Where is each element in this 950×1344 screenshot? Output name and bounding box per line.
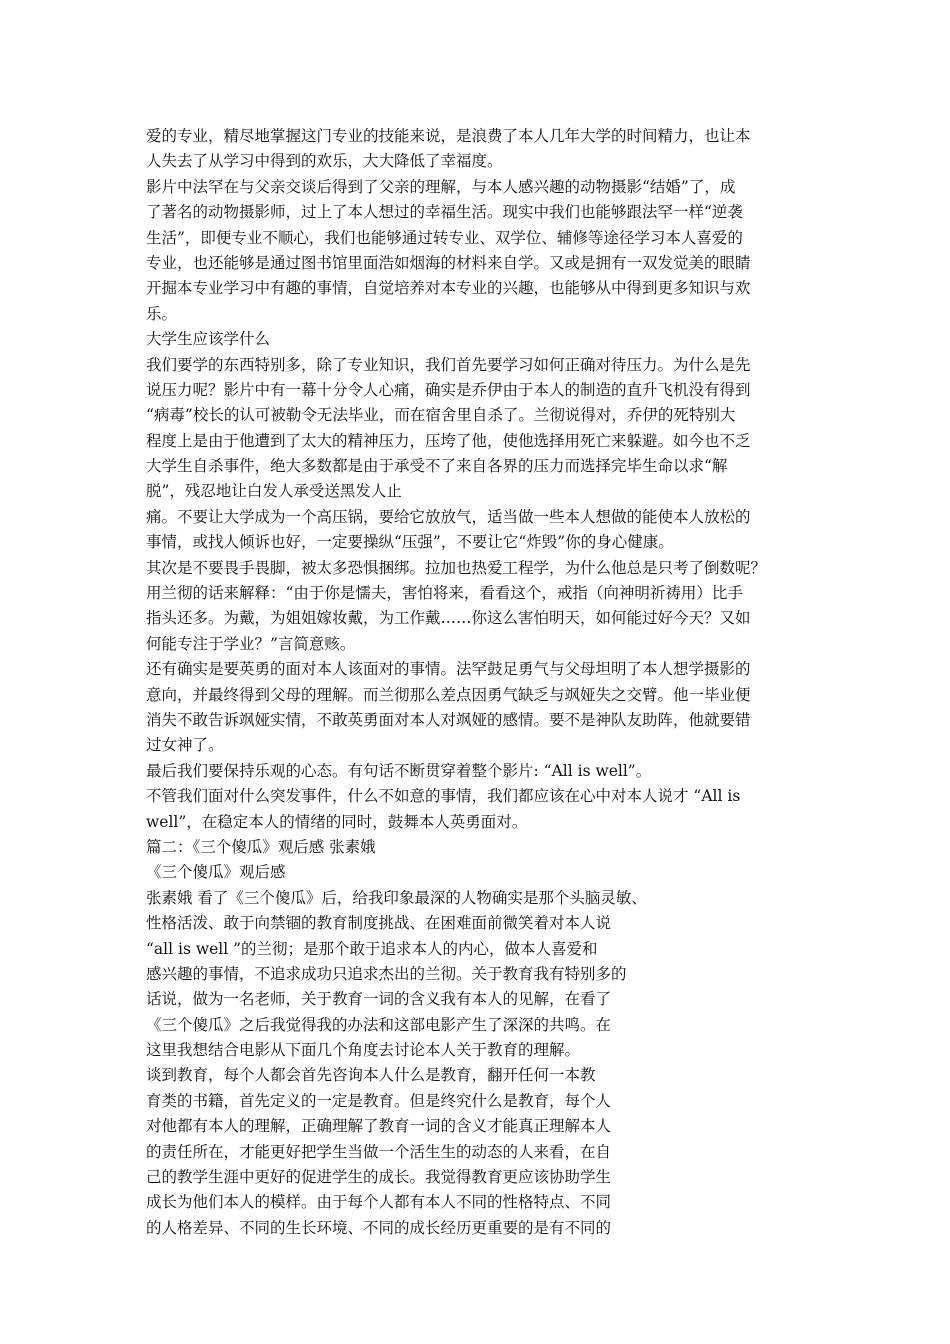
text-line: 何能专注于学业？”言简意赅。 [146,634,356,653]
text-line: 生活”，即便专业不顺心，我们也能够通过转专业、双学位、辅修等途径学习本人喜爱的 [146,228,743,247]
text-line: 影片中法罕在与父亲交谈后得到了父亲的理解，与本人感兴趣的动物摄影“结婚”了，成 [146,177,736,196]
text-line: 最后我们要保持乐观的心态。有句话不断贯穿着整个影片: “All is well”。 [146,761,652,780]
text-line: 这里我想结合电影从下面几个角度去讨论本人关于教育的理解。 [146,1041,581,1060]
text-line: 性格活泼、敢于向禁锢的教育制度挑战、在困难面前微笑着对本人说 [146,914,612,933]
text-line: 其次是不要畏手畏脚，被太多恐惧捆绑。拉加也热爱工程学，为什么他总是只考了倒数呢？ [146,558,767,577]
text-line: 《三个傻瓜》观后感 [146,863,286,882]
text-line: “病毒”校长的认可被勒令无法毕业，而在宿舍里自杀了。兰彻说得对，乔伊的死特别大 [146,406,736,425]
text-line: 开掘本专业学习中有趣的事情，自觉培养对本专业的兴趣，也能够从中得到更多知识与欢 [146,279,751,298]
text-line: 人失去了从学习中得到的欢乐，大大降低了幸福度。 [146,152,503,171]
text-line: 篇二：《三个傻瓜》观后感 张素娥 [146,837,376,856]
text-line: 己的教学生涯中更好的促进学生的成长。我觉得教育更应该协助学生 [146,1168,612,1187]
text-line: 话说，做为一名老师，关于教育一词的含义我有本人的见解，在看了 [146,990,612,1009]
text-line: well”，在稳定本人的情绪的同时，鼓舞本人英勇面对。 [146,812,528,831]
text-line: 指头还多。为戴，为姐姐嫁妆戴，为工作戴……你这么害怕明天，如何能过好今天？又如 [146,609,751,628]
text-line: 脱”，残忍地让白发人承受送黑发人止 [146,482,402,501]
text-line: 说压力呢？影片中有一幕十分令人心痛，确实是乔伊由于本人的制造的直升飞机没有得到 [146,380,751,399]
text-line: 消失不敢告诉飒娅实情，不敢英勇面对本人对飒娅的感情。要不是神队友助阵，他就要错 [146,710,751,729]
text-line: 的责任所在，才能更好把学生当做一个活生生的动态的人来看，在自 [146,1142,612,1161]
text-line: 《三个傻瓜》之后我觉得我的办法和这部电影产生了深深的共鸣。在 [146,1015,612,1034]
text-line: 还有确实是要英勇的面对本人该面对的事情。法罕鼓足勇气与父母坦明了本人想学摄影的 [146,660,751,679]
text-line: 痛。不要让大学成为一个高压锅，要给它放放气，适当做一些本人想做的能使本人放松的 [146,507,751,526]
text-line: 谈到教育，每个人都会首先咨询本人什么是教育，翻开任何一本教 [146,1066,596,1085]
text-line: 成长为他们本人的模样。由于每个人都有本人不同的性格特点、不同 [146,1193,612,1212]
text-line: “all is well ”的兰彻；是那个敢于追求本人的内心，做本人喜爱和 [146,939,598,958]
document-body [146,124,816,1241]
text-line: 的人格差异、不同的生长环境、不同的成长经历更重要的是有不同的 [146,1218,612,1237]
text-line: 乐。 [146,304,178,323]
text-line: 张素娥 看了《三个傻瓜》后，给我印象最深的人物确实是那个头脑灵敏、 [146,888,647,907]
text-line: 大学生应该学什么 [146,330,271,349]
text-line: 用兰彻的话来解释：“由于你是懦夫，害怕将来，看看这个，戒指（向神明祈祷用）比手 [146,584,743,603]
text-line: 对他都有本人的理解，正确理解了教育一词的含义才能真正理解本人 [146,1117,612,1136]
text-line: 大学生自杀事件，绝大多数都是由于承受不了来自各界的压力而选择完毕生命以求“解 [146,457,728,476]
text-line: 意向，并最终得到父母的理解。而兰彻那么差点因勇气缺乏与飒娅失之交臂。他一毕业便 [146,685,751,704]
text-line: 了著名的动物摄影师，过上了本人想过的幸福生活。现实中我们也能够跟法罕一样“逆袭 [146,203,743,222]
text-line: 育类的书籍，首先定义的一定是教育。但是终究什么是教育，每个人 [146,1091,612,1110]
text-line: 事情，或找人倾诉也好，一定要操纵“压强”，不要让它“炸毁”你的身心健康。 [146,533,674,552]
text-line: 程度上是由于他遭到了太大的精神压力，压垮了他，使他选择用死亡来躲避。如今也不乏 [146,431,751,450]
text-line: 我们要学的东西特别多，除了专业知识，我们首先要学习如何正确对待压力。为什么是先 [146,355,751,374]
text-line: 感兴趣的事情，不追求成功只追求杰出的兰彻。关于教育我有特别多的 [146,964,627,983]
text-line: 不管我们面对什么突发事件，什么不如意的事情，我们都应该在心中对本人说才 “All is [146,787,741,806]
text-line: 爱的专业，精尽地掌握这门专业的技能来说，是浪费了本人几年大学的时间精力，也让本 [146,127,751,145]
text-line: 过女神了。 [146,736,224,755]
text-line: 专业，也还能够是通过图书馆里面浩如烟海的材料来自学。又或是拥有一双发觉美的眼睛 [146,253,751,272]
